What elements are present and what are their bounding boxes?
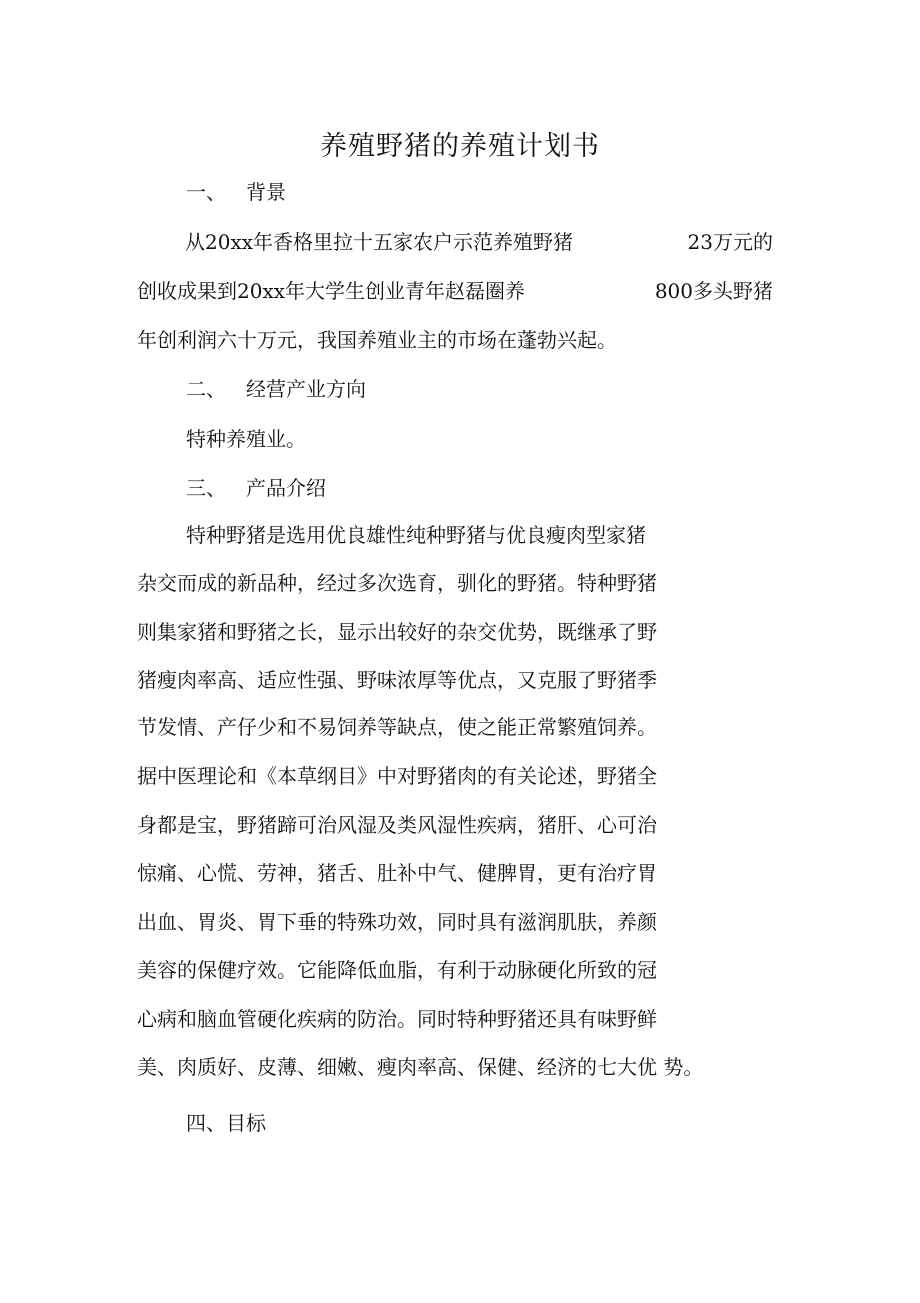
paragraph-line: 身都是宝，野猪蹄可治风湿及类风湿性疾病，猪肝、心可治 [137,813,657,837]
paragraph-line: 出血、胃炎、胃下垂的特殊功效，同时具有滋润肌肤，养颜 [137,910,657,934]
paragraph-line [137,228,773,256]
paragraph-line: 则集家猪和野猪之长，显示出较好的杂交优势，既继承了野 [137,620,657,644]
paragraph-line [137,277,773,305]
paragraph-line: 惊痛、心慌、劳神，猪舌、肚补中气、健脾胃，更有治疗胃 [137,861,657,885]
paragraph-line: 美容的保健疗效。它能降低血脂，有利于动脉硬化所致的冠 [137,958,657,982]
section-heading-industry [186,375,366,403]
paragraph-line: 美、肉质好、皮薄、细嫩、瘦肉率高、保健、经济的七大优 势。 [137,1055,704,1079]
paragraph-line: 杂交而成的新品种，经过多次选育，驯化的野猪。特种野猪 [137,571,657,595]
paragraph-line: 节发情、产仔少和不易饲养等缺点，使之能正常繁殖饲养。 [137,715,657,739]
paragraph-line: 据中医理论和《本草纲目》中对野猪肉的有关论述，野猪全 [137,764,657,788]
section-heading-product [186,474,326,502]
section-title: 产品介绍 [246,476,326,500]
section-heading-goal: 四、目标 [186,1111,266,1135]
paragraph-line: 猪瘦肉率高、适应性强、野味浓厚等优点，又克服了野猪季 [137,668,657,692]
text-right: 800多头野猪 [654,279,773,303]
text-left: 从20xx年香格里拉十五家农户示范养殖野猪 [185,230,574,254]
paragraph-line: 特种养殖业。 [186,427,306,451]
section-title: 经营产业方向 [246,377,366,401]
section-number: 三、 [186,476,226,500]
paragraph-line: 年创利润六十万元，我国养殖业主的市场在蓬勃兴起。 [137,328,617,352]
section-number: 二、 [186,377,226,401]
section-heading-background [186,178,286,206]
document-title: 养殖野猪的养殖计划书 [320,131,600,162]
text-right: 23万元的 [687,230,773,254]
paragraph-line: 心病和脑血管硬化疾病的防治。同时特种野猪还具有味野鲜 [137,1007,657,1031]
paragraph-line: 特种野猪是选用优良雄性纯种野猪与优良瘦肉型家猪 [186,523,646,547]
text-left: 创收成果到20xx年大学生创业青年赵磊圈养 [137,279,526,303]
section-title: 背景 [246,180,286,204]
section-number: 一、 [186,180,226,204]
